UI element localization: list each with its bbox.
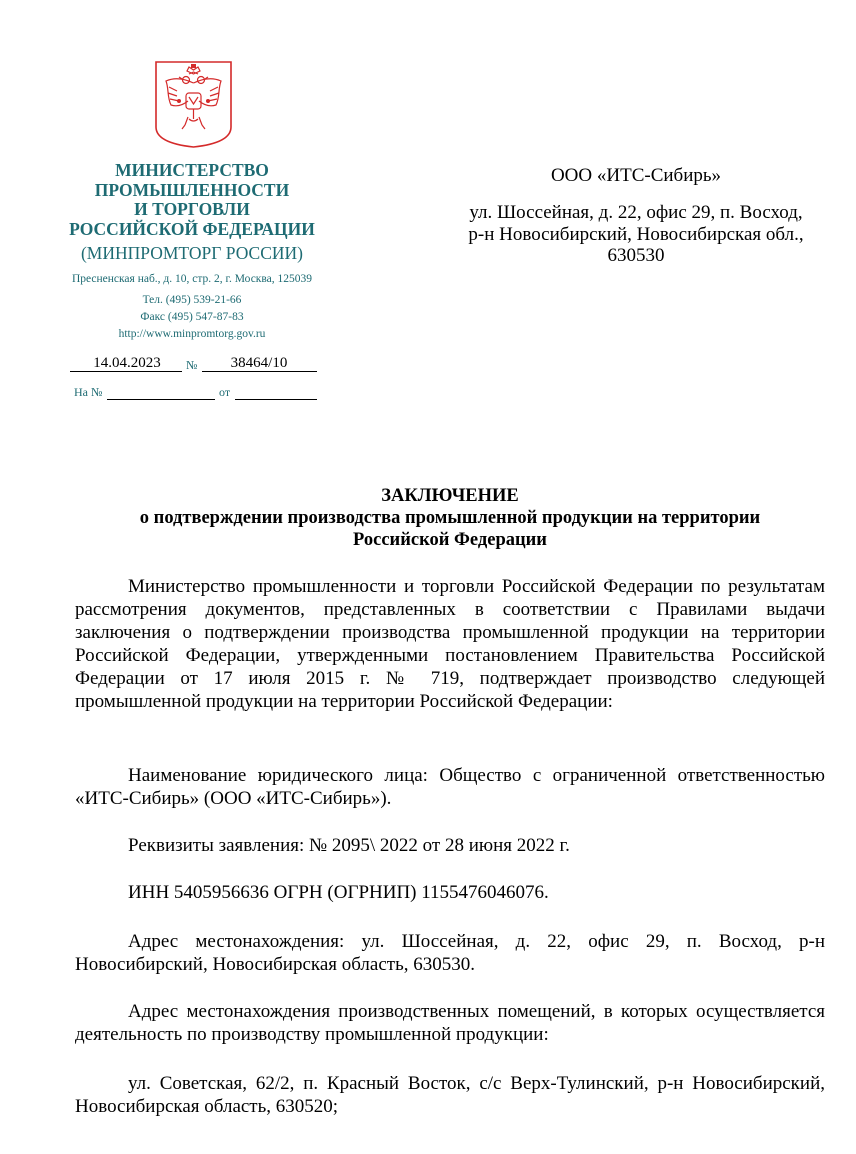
ministry-fax: Факс (495) 547-87-83 <box>140 311 244 323</box>
ministry-website[interactable]: http://www.minpromtorg.gov.ru <box>118 328 266 340</box>
registration-date: 14.04.2023 <box>93 355 161 371</box>
ministry-address: Пресненская наб., д. 10, стр. 2, г. Москва, 125039 <box>71 273 313 285</box>
ministry-name-line: ПРОМЫШЛЕННОСТИ <box>94 179 290 200</box>
legal-address-paragraph: Адрес местонахождения: ул. Шоссейная, д. 22, офис 29, п. Восход, р-н Новосибирский, Новосибирская область, 630530. <box>75 931 825 975</box>
addressee-address-line: 630530 <box>607 245 665 266</box>
document-title <box>72 485 828 551</box>
document-subtitle-line: о подтверждении производства промышленной продукции на территории <box>139 508 761 528</box>
addressee-address <box>440 202 832 267</box>
russian-coat-of-arms-icon <box>155 61 232 148</box>
legal-entity-paragraph: Наименование юридического лица: Общество с ограниченной ответственностью «ИТС-Сибирь» (ООО «ИТС-Сибирь»). <box>75 765 825 809</box>
registration-number: 38464/10 <box>230 355 288 371</box>
registration-number-label: № <box>186 358 198 372</box>
addressee-address-line: ул. Шоссейная, д. 22, офис 29, п. Восход, <box>469 202 803 223</box>
tax-ids-paragraph: ИНН 5405956636 ОГРН (ОГРНИП) 1155476046076. <box>128 882 549 903</box>
number-underline <box>202 371 317 372</box>
addressee-address-line: р-н Новосибирский, Новосибирская обл., <box>468 223 804 245</box>
reply-date-label: от <box>219 385 231 399</box>
document-title-text: ЗАКЛЮЧЕНИЕ <box>381 486 519 506</box>
ministry-abbreviation: (МИНПРОМТОРГ РОССИИ) <box>80 243 303 263</box>
date-underline <box>70 371 182 372</box>
document-subtitle-line: Российской Федерации <box>353 530 547 550</box>
reply-date-underline <box>235 399 317 400</box>
production-address-paragraph: ул. Советская, 62/2, п. Красный Восток, с/с Верх-Тулинский, р-н Новосибирский, Новосибирская область, 630520; <box>75 1073 825 1117</box>
ministry-phone: Тел. (495) 539-21-66 <box>142 294 242 306</box>
application-details-paragraph: Реквизиты заявления: № 2095\ 2022 от 28 июня 2022 г. <box>128 835 570 856</box>
reply-label: На № <box>74 385 103 399</box>
ministry-name-line: МИНИСТЕРСТВО <box>115 160 269 180</box>
ministry-name <box>40 161 344 239</box>
ministry-name-line: РОССИЙСКОЙ ФЕДЕРАЦИИ <box>69 218 315 239</box>
reply-number-underline <box>107 399 215 400</box>
addressee-company: ООО «ИТС-Сибирь» <box>550 165 722 186</box>
ministry-name-line: И ТОРГОВЛИ <box>134 199 250 219</box>
production-address-label-paragraph: Адрес местонахождения производственных помещений, в которых осуществляется деятельность по производству промышленной продукции: <box>75 1001 825 1045</box>
intro-paragraph: Министерство промышленности и торговли Российской Федерации по результатам рассмотрения документов, представленных в соответствии с Правилами выдачи заключения о подтверждении производства промышленной продукции на территории Российской Федерации, утвержденными постановлением Правительства Российской Федерации от 17 июля 2015 г. № 719, подтверждает производство следующей промышленной продукции на территории Российской Федерации: <box>75 576 825 712</box>
